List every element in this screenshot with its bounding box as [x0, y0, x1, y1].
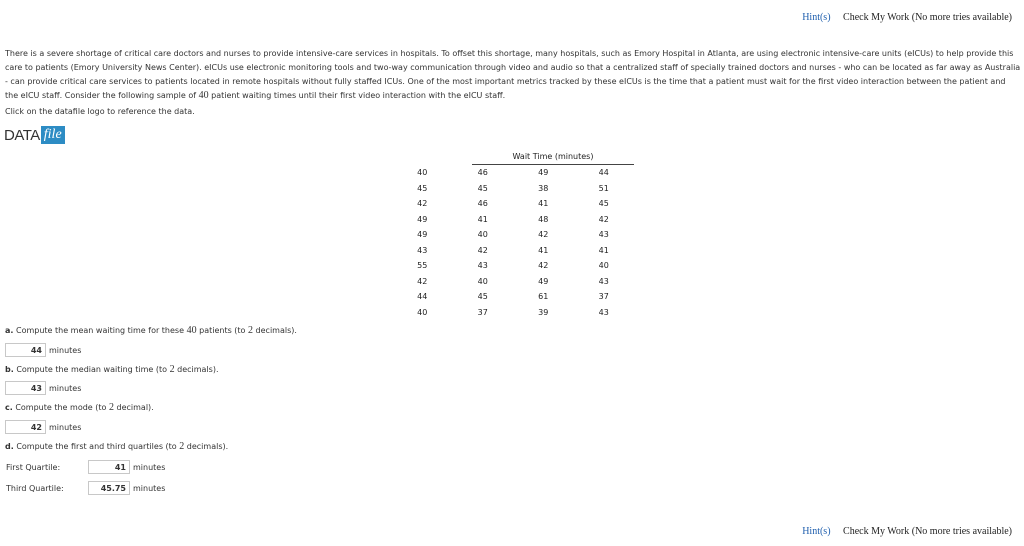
answer-q1-row: 41 minutes [88, 460, 165, 474]
third-quartile-input[interactable]: 45.75 [88, 481, 130, 495]
table-cell: 40 [477, 230, 488, 240]
click-instruction: Click on the datafile logo to reference the data. [5, 107, 195, 116]
sample-size: 40 [198, 90, 209, 101]
table-cell: 40 [417, 168, 428, 178]
table-row [392, 289, 634, 305]
answer-q3-row: 45.75 minutes [88, 481, 165, 495]
table-cell: 42 [477, 245, 488, 255]
table-cell: 46 [477, 168, 488, 178]
first-quartile-input[interactable]: 41 [88, 460, 130, 474]
hint-link[interactable]: Hint(s) [802, 12, 831, 23]
datafile-logo-data: DATA [4, 126, 40, 144]
table-row [392, 165, 634, 181]
table-header: Wait Time (minutes) [472, 151, 634, 165]
question-b: b. Compute the median waiting time (to 2 decimals). [5, 364, 219, 375]
table-cell: 61 [538, 292, 549, 302]
table-cell: 51 [598, 183, 609, 193]
datafile-logo[interactable] [4, 125, 65, 145]
hint-link-bottom[interactable]: Hint(s) [802, 526, 831, 537]
table-cell: 42 [538, 261, 549, 271]
wait-time-table [392, 151, 634, 320]
table-cell: 55 [417, 261, 428, 271]
table-cell: 46 [477, 199, 488, 209]
mean-input[interactable]: 44 [5, 343, 46, 357]
table-row [392, 212, 634, 228]
check-my-work-link[interactable]: Check My Work (No more tries available) [843, 12, 1012, 23]
median-input[interactable]: 43 [5, 381, 46, 395]
table-cell: 37 [477, 307, 488, 317]
mode-input[interactable]: 42 [5, 420, 46, 434]
table-cell: 42 [417, 199, 428, 209]
table-cell: 44 [417, 292, 428, 302]
answer-c-row: 42 minutes [5, 420, 81, 434]
table-row [392, 196, 634, 212]
check-my-work-link-bottom[interactable]: Check My Work (No more tries available) [843, 526, 1012, 537]
table-cell: 42 [598, 214, 609, 224]
table-cell: 41 [598, 245, 609, 255]
answer-a-row: 44 minutes [5, 343, 81, 357]
answer-b-row: 43 minutes [5, 381, 81, 395]
table-cell: 43 [598, 230, 609, 240]
question-c: c. Compute the mode (to 2 decimal). [5, 402, 154, 413]
table-row [392, 258, 634, 274]
problem-intro [5, 47, 1021, 103]
table-cell: 40 [477, 276, 488, 286]
table-row [392, 274, 634, 290]
question-a: a. Compute the mean waiting time for these 40 patients (to 2 decimals). [5, 325, 297, 336]
table-cell: 45 [417, 183, 428, 193]
datafile-logo-file: file [41, 126, 65, 144]
table-cell: 43 [417, 245, 428, 255]
table-cell: 48 [538, 214, 549, 224]
intro-text-end: patient waiting times until their first video interaction with the eICU staff. [211, 91, 506, 100]
table-cell: 41 [477, 214, 488, 224]
table-cell: 41 [538, 199, 549, 209]
table-cell: 43 [598, 276, 609, 286]
table-cell: 49 [538, 168, 549, 178]
question-d: d. Compute the first and third quartiles (to 2 decimals). [5, 441, 229, 452]
table-row [392, 227, 634, 243]
table-cell: 37 [598, 292, 609, 302]
table-cell: 42 [417, 276, 428, 286]
third-quartile-label: Third Quartile: [6, 484, 64, 493]
bottom-links [802, 526, 1012, 537]
table-cell: 45 [477, 292, 488, 302]
table-cell: 45 [598, 199, 609, 209]
intro-text: There is a severe shortage of critical care doctors and nurses to provide intensive-care services in hospitals. To offset this shortage, many hospitals, such as Emory Hospital in Atlanta, are using electronic intensive-care units (eICUs) to help provide this care to patients (Emory University News Center). eICUs use electronic monitoring tools and two-way communication through video and audio so that a centralized staff of specially trained doctors and nurses - who can be located as far away as Australia - can provide critical care services to patients located in remote hospitals without fully staffed ICUs. One of the most important metrics tracked by these eICUs is the time that a patient must wait for the first video interaction between the patient and the eICU staff. Consider the following sample of [5, 49, 1021, 100]
table-cell: 38 [538, 183, 549, 193]
table-row [392, 305, 634, 321]
table-cell: 49 [538, 276, 549, 286]
table-cell: 49 [417, 230, 428, 240]
table-cell: 43 [477, 261, 488, 271]
table-cell: 40 [417, 307, 428, 317]
table-cell: 44 [598, 168, 609, 178]
table-cell: 43 [598, 307, 609, 317]
table-cell: 39 [538, 307, 549, 317]
table-row [392, 181, 634, 197]
table-cell: 40 [598, 261, 609, 271]
table-cell: 45 [477, 183, 488, 193]
top-links [802, 12, 1012, 23]
table-cell: 42 [538, 230, 549, 240]
data-table [392, 165, 634, 320]
first-quartile-label: First Quartile: [6, 463, 61, 472]
table-row [392, 243, 634, 259]
table-cell: 41 [538, 245, 549, 255]
table-cell: 49 [417, 214, 428, 224]
